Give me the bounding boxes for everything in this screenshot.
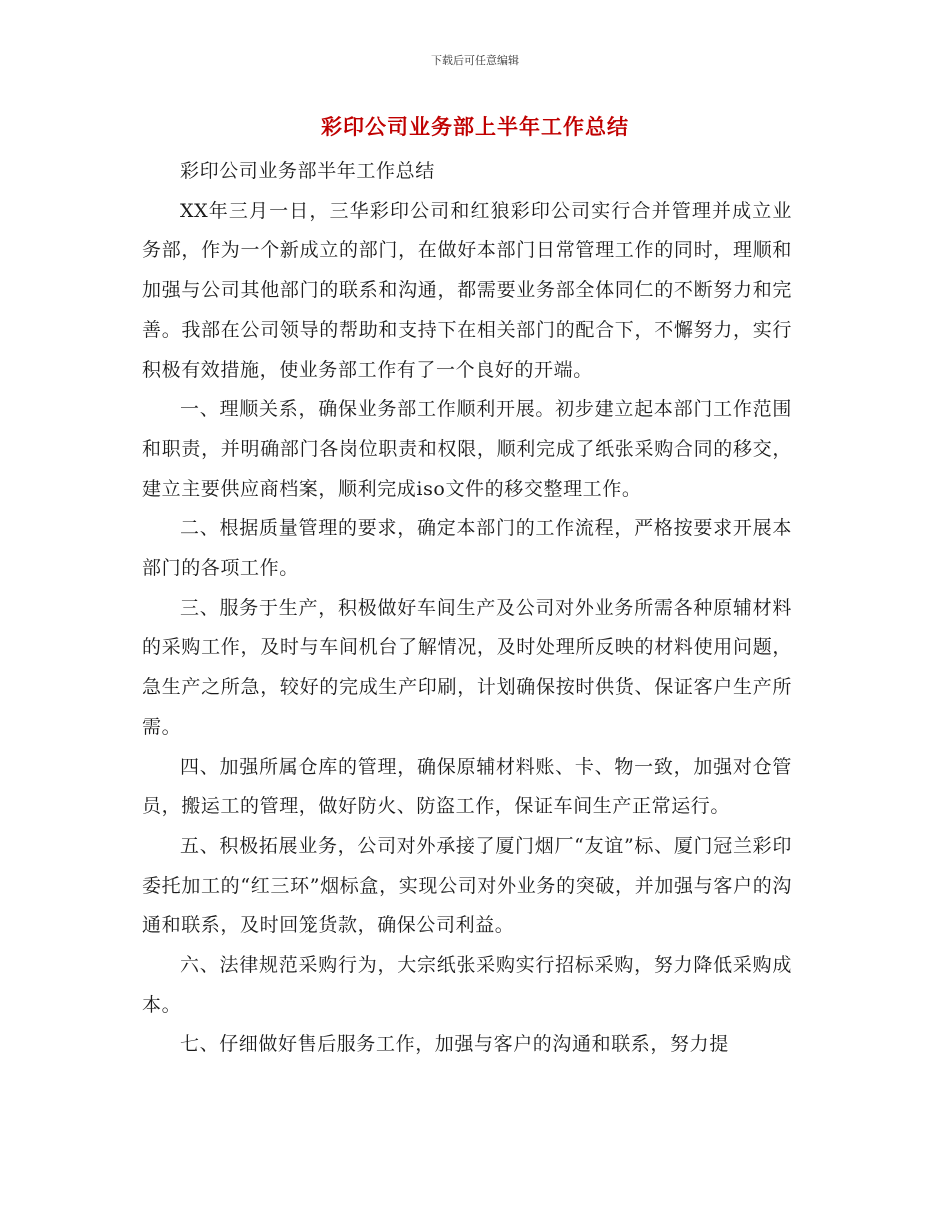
paragraph-item-5: 五、积极拓展业务，公司对外承接了厦门烟厂“友谊”标、厦门冠兰彩印委托加工的“红三环”烟标盒，实现公司对外业务的突破，并加强与客户的沟通和联系，及时回笼货款，确保公司利益。 [142,834,792,937]
paragraph-item-7: 七、仔细做好售后服务工作，加强与客户的沟通和联系，努力提 [180,1033,729,1056]
paragraph-subtitle: 彩印公司业务部半年工作总结 [180,160,435,182]
document-title: 彩印公司业务部上半年工作总结 [321,115,629,139]
paragraph-intro: XX年三月一日，三华彩印公司和红狼彩印公司实行合并管理并成立业务部，作为一个新成立的部门，在做好本部门日常管理工作的同时，理顺和加强与公司其他部门的联系和沟通，都需要业务部全体同仁的不断努力和完善。我部在公司领导的帮助和支持下在相关部门的配合下，不懈努力，实行积极有效措施，使业务部工作有了一个良好的开端。 [142,199,792,381]
paragraph-item-4: 四、加强所属仓库的管理，确保原辅材料账、卡、物一致，加强对仓管员，搬运工的管理，做好防火、防盗工作，保证车间生产正常运行。 [142,755,792,818]
document-body [142,152,792,1065]
header-note: 下载后可任意编辑 [431,54,519,67]
paragraph-item-6: 六、法律规范采购行为，大宗纸张采购实行招标采购，努力降低采购成本。 [142,954,792,1016]
paragraph-item-1: 一、理顺关系，确保业务部工作顺利开展。初步建立起本部门工作范围和职责，并明确部门各岗位职责和权限，顺利完成了纸张采购合同的移交，建立主要供应商档案，顺利完成iso文件的移交整理工作。 [142,398,792,500]
paragraph-item-3: 三、服务于生产，积极做好车间生产及公司对外业务所需各种原辅材料的采购工作，及时与车间机台了解情况，及时处理所反映的材料使用问题，急生产之所急，较好的完成生产印刷，计划确保按时供货、保证客户生产所需。 [142,596,792,738]
paragraph-item-2: 二、根据质量管理的要求，确定本部门的工作流程，严格按要求开展本部门的各项工作。 [142,517,792,580]
